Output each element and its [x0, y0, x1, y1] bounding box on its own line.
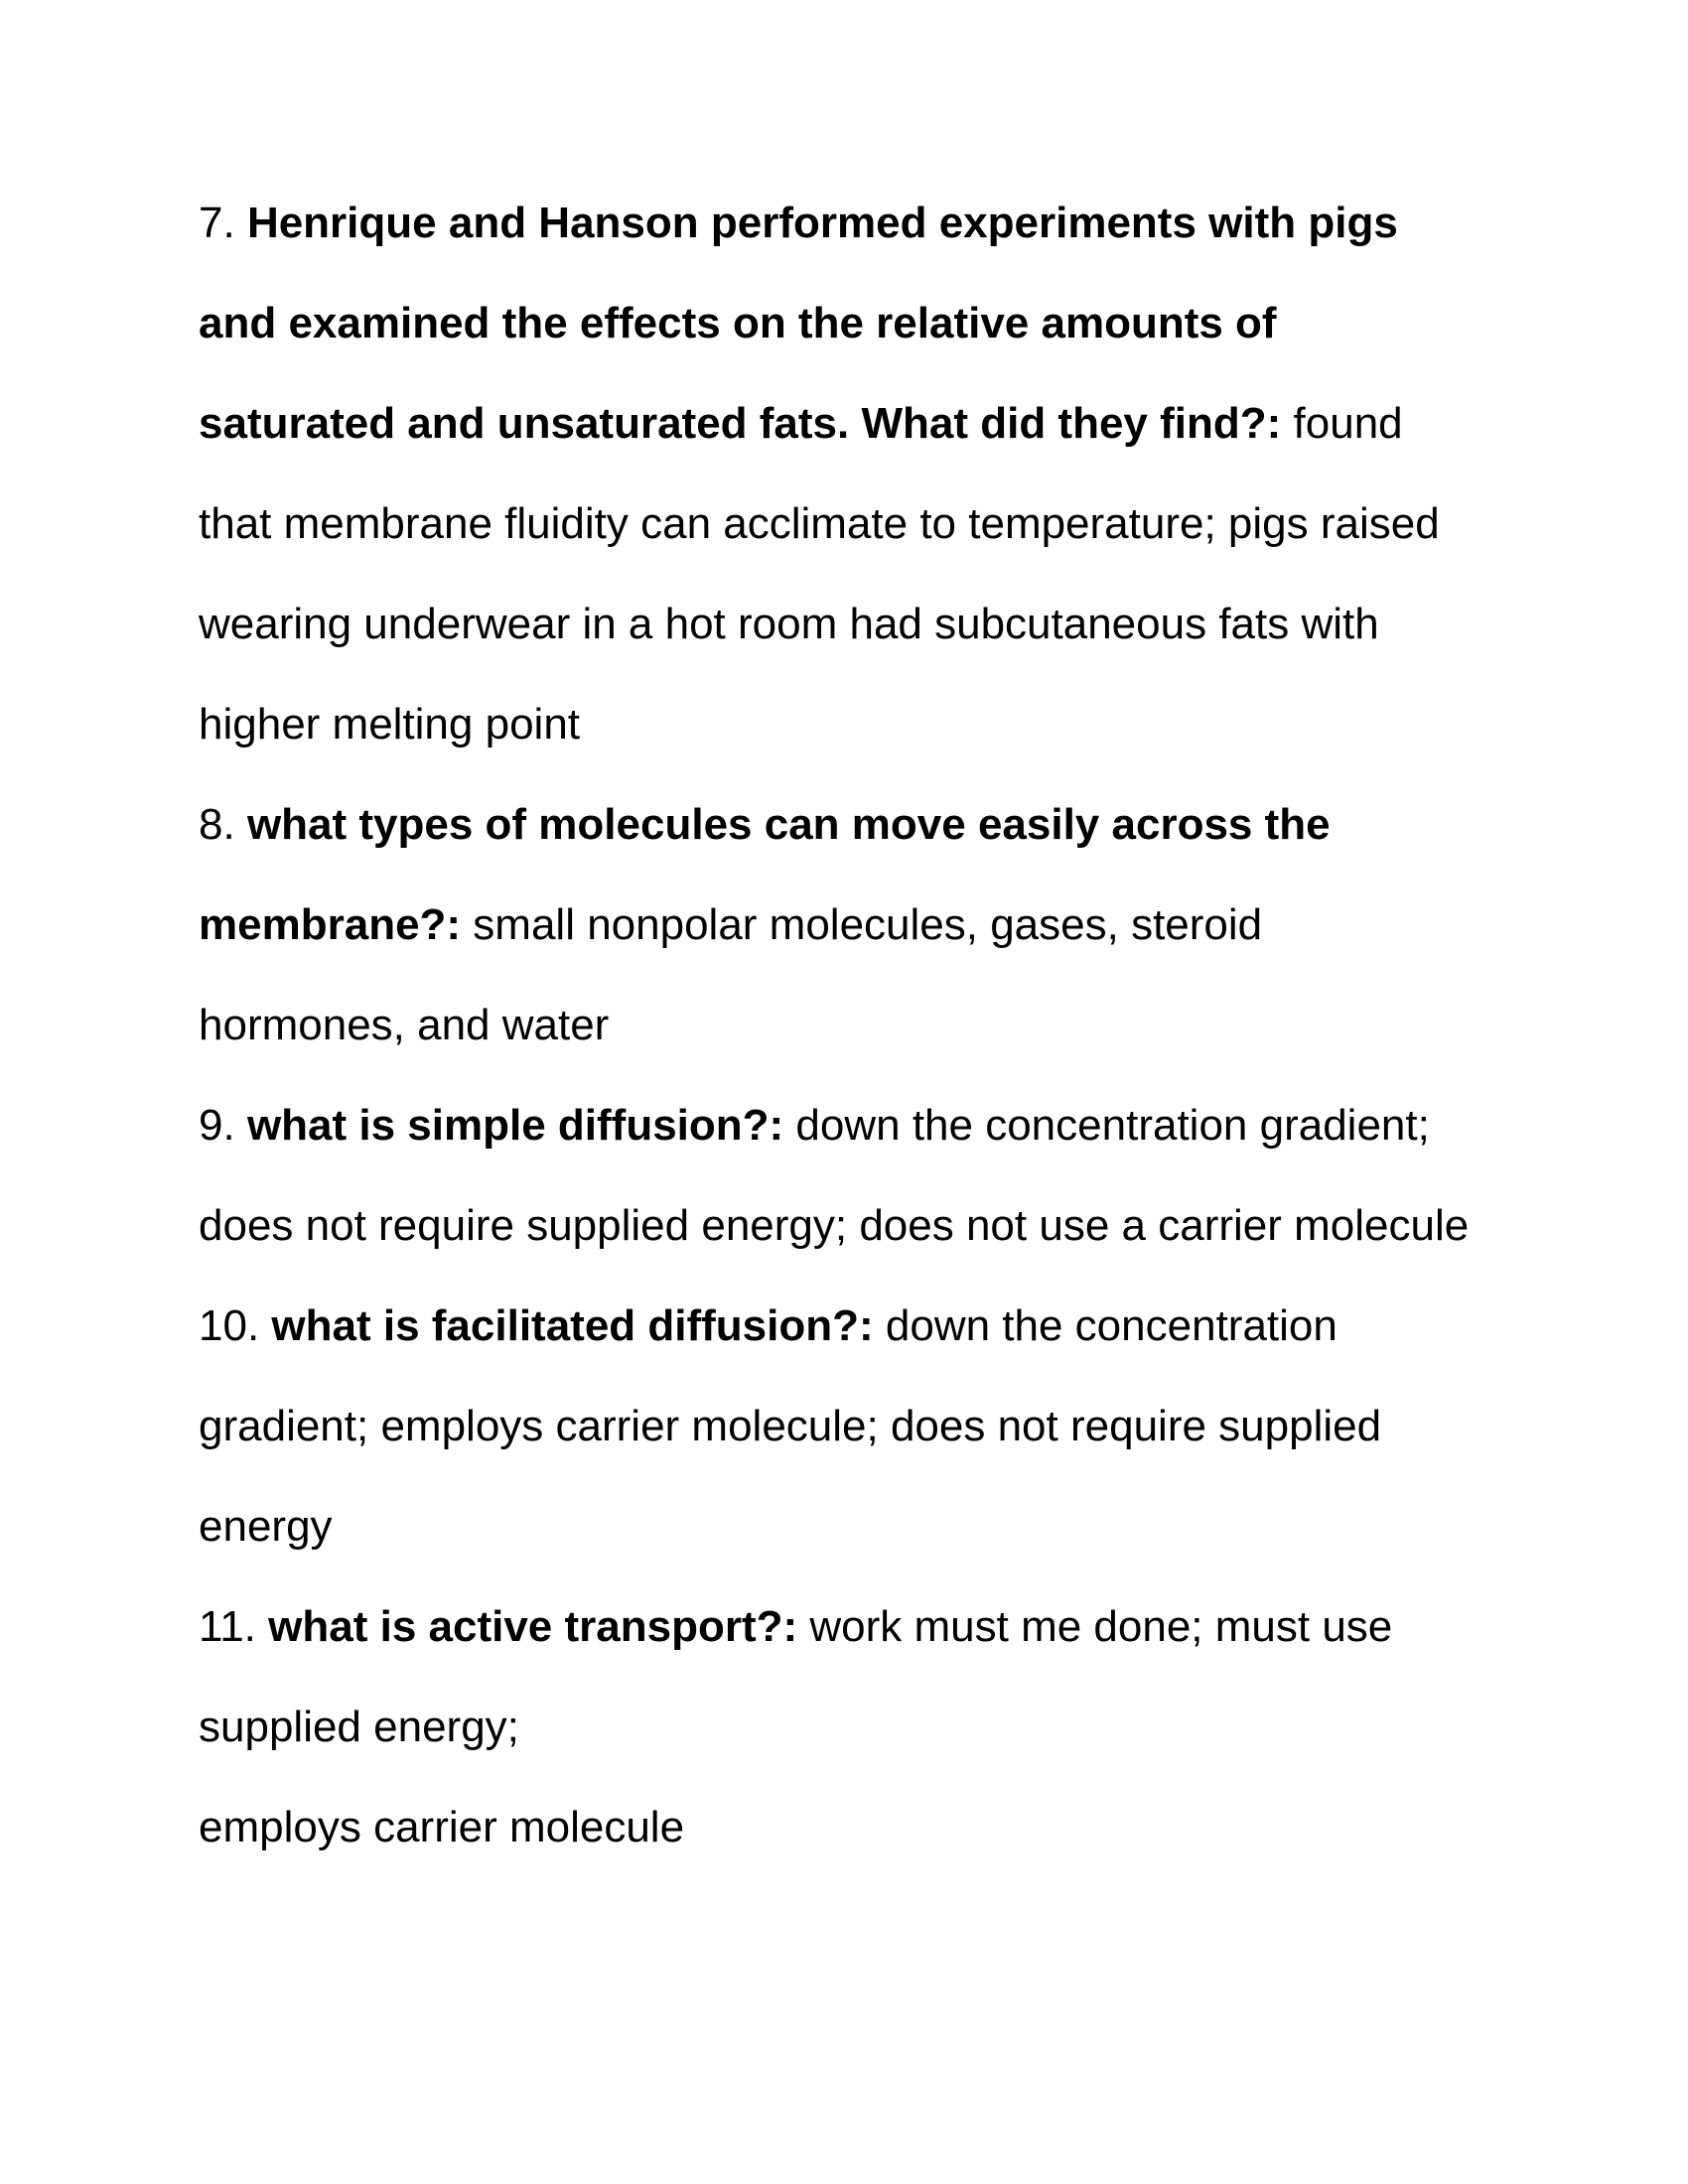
q9-number: 9.	[199, 1101, 235, 1150]
q7-line-3	[199, 398, 1403, 450]
q8-line-2	[199, 899, 1262, 951]
q10-question-line-1: what is facilitated diffusion?:	[271, 1301, 874, 1350]
q11-answer-line-2: supplied energy;	[199, 1703, 519, 1751]
q8-line-1	[199, 799, 1331, 851]
q11-question-line-1: what is active transport?:	[268, 1602, 798, 1651]
q11-answer-line-1: work must me done; must use	[797, 1602, 1393, 1651]
q7-question-line-1: Henrique and Hanson performed experiments with pigs	[246, 199, 1398, 247]
q7-question-line-2: and examined the effects on the relative amounts of	[199, 299, 1277, 347]
q10-answer-line-2: gradient; employs carrier molecule; does not require supplied	[199, 1402, 1382, 1450]
q8-question-line-1: what types of molecules can move easily across the	[246, 800, 1331, 849]
q11-line-1	[199, 1601, 1392, 1653]
q9-line-1	[199, 1100, 1430, 1152]
q7-number: 7.	[199, 199, 235, 247]
q7-question-line-3: saturated and unsaturated fats. What did they find?:	[199, 399, 1282, 448]
q9-question-line-1: what is simple diffusion?:	[246, 1101, 784, 1150]
q11-number: 11.	[199, 1602, 256, 1651]
q11-answer-line-3: employs carrier molecule	[199, 1803, 685, 1851]
q10-line-1	[199, 1300, 1337, 1352]
q7-answer-line-1: found	[1281, 399, 1403, 448]
q8-question-line-2: membrane?:	[199, 900, 462, 949]
q7-line-1	[199, 198, 1398, 249]
q7-answer-line-3: wearing underwear in a hot room had subcutaneous fats with	[199, 600, 1379, 648]
q10-number: 10.	[199, 1301, 260, 1350]
q10-answer-line-1: down the concentration	[873, 1301, 1337, 1350]
q8-number: 8.	[199, 800, 235, 849]
q7-answer-line-2: that membrane fluidity can acclimate to temperature; pigs raised	[199, 499, 1440, 548]
q10-answer-line-3: energy	[199, 1502, 333, 1551]
q8-answer-line-2: hormones, and water	[199, 1001, 610, 1049]
q7-answer-line-4: higher melting point	[199, 700, 581, 749]
q9-answer-line-1: down the concentration gradient;	[783, 1101, 1430, 1150]
q8-answer-line-1: small nonpolar molecules, gases, steroid	[461, 900, 1263, 949]
q9-answer-line-2: does not require supplied energy; does not use a carrier molecule	[199, 1201, 1470, 1250]
